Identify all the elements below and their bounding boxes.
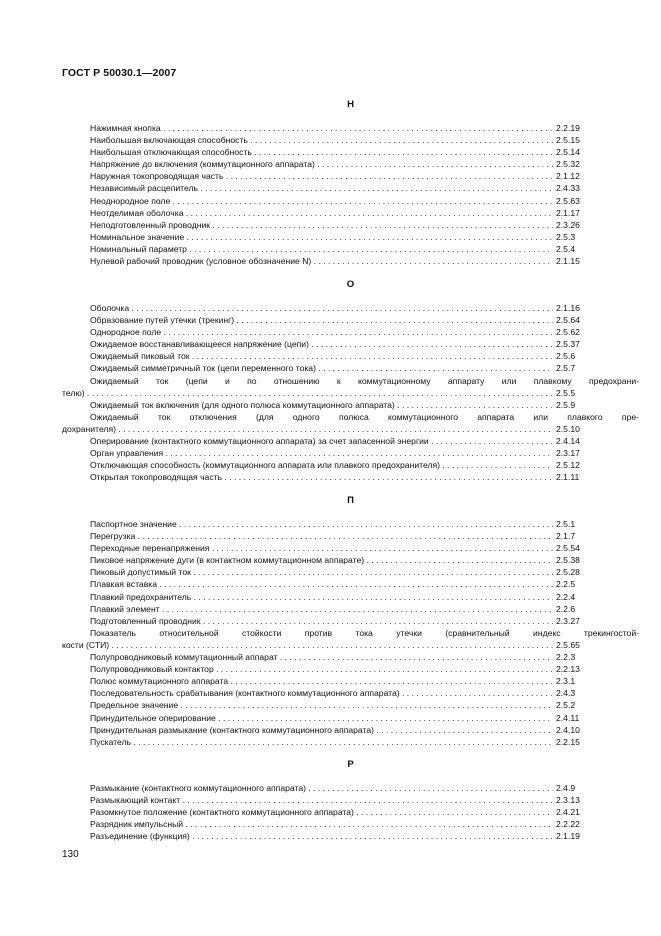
index-ref: 2.1.16 (556, 303, 580, 313)
index-entry (62, 782, 639, 794)
index-term: Неотделимая оболочка . . . (90, 207, 553, 219)
index-ref: 2.2.22 (556, 819, 580, 830)
index-entry (62, 794, 639, 806)
index-ref: 2.5.4 (556, 243, 576, 254)
index-ref: 2.4.10 (556, 724, 580, 735)
index-term: Принудительная размыкание (контактного коммутационного аппарата) . . . (90, 724, 553, 736)
index-entry (62, 806, 639, 818)
index-term: Наибольшая включающая способность . . . (90, 134, 553, 146)
index-ref: 2.1.15 (556, 256, 580, 267)
index-ref: 2.2.13 (556, 664, 580, 675)
index-entry (62, 435, 639, 447)
index-ref: 2.5.38 (556, 555, 580, 566)
index-term: Орган управления . . . (90, 447, 553, 459)
index-ref: 2.4.9 (556, 783, 576, 793)
index-term: Отключающая способность (коммутационного аппарата или плавкого предохранителя) . . . (90, 459, 553, 471)
index-ref: 2.3.1 (556, 676, 576, 687)
index-term: Предельное значение . . . (90, 699, 553, 711)
index-term: Образование путей утечки (трекинг) . . . (90, 314, 553, 326)
index-ref: 2.5.32 (556, 159, 580, 170)
index-term: Переходные перенапряжения . . . (90, 542, 553, 554)
index-term: Номинальный параметр . . . (90, 243, 553, 255)
index-ref: 2.3.17 (556, 448, 580, 459)
index-entry (62, 255, 639, 267)
index-term: Напряжение до включения (коммутационного аппарата) . . . (90, 158, 553, 170)
index-term: Пиковое напряжение дуги (в контактном коммутационном аппарате) . . . (90, 554, 553, 566)
index-ref: 2.2.5 (556, 579, 576, 590)
index-ref: 2.5.15 (556, 135, 580, 146)
index-term: Разрядник импульсный . . . (90, 818, 553, 830)
index-term: Размыкание (контактного коммутационного аппарата) . . . (90, 782, 553, 794)
index-term-continuation: дохранителя) . . . (62, 423, 553, 435)
index-term: Подготовленный проводник . . . (90, 615, 553, 627)
index-entry (62, 591, 639, 603)
index-entry (62, 471, 639, 483)
document-header: ГОСТ Р 50030.1—2007 (62, 67, 177, 79)
index-ref: 2.2.15 (556, 736, 580, 747)
index-term-continuation: кости (СТИ) . . . (62, 639, 553, 651)
index-ref: 2.5.5 (556, 387, 576, 398)
index-term: Неподготовленный проводник . . . (90, 219, 553, 231)
index-term: Принудительное оперирование . . . (90, 712, 553, 724)
section-letter: П (347, 495, 354, 506)
index-ref: 2.2.19 (556, 123, 580, 133)
index-entry (62, 818, 639, 830)
index-entry-continuation (62, 639, 639, 651)
index-term: Разомкнутое положение (контактного коммутационного аппарата) . . . (90, 806, 553, 818)
index-entry (62, 207, 639, 219)
index-ref: 2.1.17 (556, 207, 580, 218)
index-term: Однородное поле . . . (90, 326, 553, 338)
index-ref: 2.2.4 (556, 591, 576, 602)
index-term: Наружная токопроводящая часть . . . (90, 170, 553, 182)
index-term: Неоднородное поле . . . (90, 195, 553, 207)
index-term: Нажимная кнопка . . . (90, 122, 553, 134)
index-entry (62, 219, 639, 231)
section-letter: О (346, 279, 355, 290)
index-ref: 2.1.19 (556, 831, 580, 842)
index-entry (62, 314, 639, 326)
index-entry (62, 375, 639, 387)
index-term-continuation: телю) . . . (62, 387, 553, 399)
index-ref: 2.5.9 (556, 399, 576, 410)
index-ref: 2.5.10 (556, 423, 580, 434)
index-term: Полупроводниковый контактор . . . (90, 663, 553, 675)
index-entry (62, 530, 639, 542)
index-term: Наибольшая отключающая способность . . . (90, 146, 553, 158)
index-entry (62, 554, 639, 566)
index-ref: 2.4.33 (556, 183, 580, 194)
index-term: Разъединение (функция) . . . (90, 830, 553, 842)
index-entry (62, 243, 639, 255)
index-entry (62, 651, 639, 663)
index-entry (62, 350, 639, 362)
index-ref: 2.4.21 (556, 807, 580, 818)
index-entry (62, 724, 639, 736)
index-term: Открытая токопроводящая часть . . . (90, 471, 553, 483)
index-entry (62, 122, 639, 134)
index-entry (62, 675, 639, 687)
index-ref: 2.5.1 (556, 519, 576, 529)
index-entry (62, 338, 639, 350)
index-ref: 2.5.62 (556, 327, 580, 338)
index-entry (62, 736, 639, 748)
index-entry (62, 447, 639, 459)
index-ref: 2.5.12 (556, 460, 580, 471)
index-term: Паспортное значение . . . (90, 518, 553, 530)
index-ref: 2.3.26 (556, 219, 580, 230)
index-section-list (62, 782, 639, 842)
index-entry (62, 687, 639, 699)
index-term: Полупроводниковый коммутационный аппарат . . . (90, 651, 553, 663)
index-ref: 2.4.14 (556, 436, 580, 447)
index-ref: 2.5.7 (556, 363, 576, 374)
index-ref: 2.3.27 (556, 615, 580, 626)
index-entry (62, 411, 639, 423)
index-term: Ожидаемое восстанавливающееся напряжение (цепи) . . . (90, 338, 553, 350)
index-entry (62, 830, 639, 842)
index-entry-continuation (62, 423, 639, 435)
index-ref: 2.1.7 (556, 531, 576, 542)
index-term: Независимый расцепитель . . . (90, 182, 553, 194)
index-entry (62, 699, 639, 711)
index-entry (62, 326, 639, 338)
index-term: Полюс коммутационного аппарата . . . (90, 675, 553, 687)
index-ref: 2.5.65 (556, 639, 580, 650)
page-number: 130 (62, 849, 79, 860)
index-ref: 2.2.3 (556, 652, 576, 663)
index-entry (62, 603, 639, 615)
index-ref: 2.5.37 (556, 339, 580, 350)
index-term: Перегрузка . . . (90, 530, 553, 542)
index-section-list (62, 302, 639, 483)
index-term: Плавкий предохранитель . . . (90, 591, 553, 603)
index-entry (62, 399, 639, 411)
index-term: Ожидаемый симметричный ток (цепи переменного тока) . . . (90, 362, 553, 374)
index-entry (62, 518, 639, 530)
index-ref: 2.5.54 (556, 543, 580, 554)
index-entry (62, 566, 639, 578)
index-term: Пиковый допустимый ток . . . (90, 566, 553, 578)
index-term: Ожидаемый ток (цепи и по отношению к коммутационному аппарату или плавкому предохрани- (90, 375, 639, 386)
index-term: Оболочка . . . (90, 302, 553, 314)
index-term: Номинальное значение . . . (90, 231, 553, 243)
index-entry (62, 182, 639, 194)
index-entry (62, 362, 639, 374)
index-ref: 2.3.13 (556, 795, 580, 806)
index-entry (62, 231, 639, 243)
index-term: Размыкающий контакт . . . (90, 794, 553, 806)
index-term: Последовательность срабатывания (контактного коммутационного аппарата) . . . (90, 687, 553, 699)
index-ref: 2.5.28 (556, 567, 580, 578)
index-term: Плавкая вставка . . . (90, 578, 553, 590)
index-entry (62, 578, 639, 590)
section-letter: Н (347, 99, 354, 110)
index-ref: 2.5.63 (556, 195, 580, 206)
index-ref: 2.2.6 (556, 603, 576, 614)
index-entry (62, 542, 639, 554)
index-ref: 2.5.14 (556, 147, 580, 158)
index-term: Плавкий элемент . . . (90, 603, 553, 615)
index-entry (62, 459, 639, 471)
index-term: Нулевой рабочий проводник (условное обозначение N) . . . (90, 255, 553, 267)
index-term: Пускатель . . . (90, 736, 553, 748)
index-entry (62, 170, 639, 182)
index-entry (62, 712, 639, 724)
index-term: Ожидаемый ток отключения (для одного полюса коммутационного аппарата или плавкого пре- (90, 411, 639, 422)
index-ref: 2.4.3 (556, 688, 576, 699)
index-entry (62, 146, 639, 158)
index-entry (62, 158, 639, 170)
index-term: Ожидаемый ток включения (для одного полюса коммутационного аппарата) . . . (90, 399, 553, 411)
index-term: Показатель относительной стойкости против тока утечки (сравнительный индекс трекингостой- (90, 627, 639, 638)
index-entry (62, 195, 639, 207)
index-section-list (62, 122, 639, 267)
index-ref: 2.5.6 (556, 351, 576, 362)
index-ref: 2.5.3 (556, 231, 576, 242)
index-section-list (62, 518, 639, 748)
index-ref: 2.4.11 (556, 712, 580, 723)
index-entry (62, 663, 639, 675)
index-entry (62, 134, 639, 146)
index-entry-continuation (62, 387, 639, 399)
index-ref: 2.1.11 (556, 472, 580, 483)
index-ref: 2.5.64 (556, 315, 580, 326)
section-letter: Р (347, 759, 354, 770)
index-ref: 2.5.2 (556, 700, 576, 711)
index-ref: 2.1.12 (556, 171, 580, 182)
index-entry (62, 302, 639, 314)
index-term: Ожидаемый пиковый ток . . . (90, 350, 553, 362)
index-entry (62, 615, 639, 627)
index-entry (62, 627, 639, 639)
index-term: Оперирование (контактного коммутационного аппарата) за счет запасенной энергии . . . (90, 435, 553, 447)
